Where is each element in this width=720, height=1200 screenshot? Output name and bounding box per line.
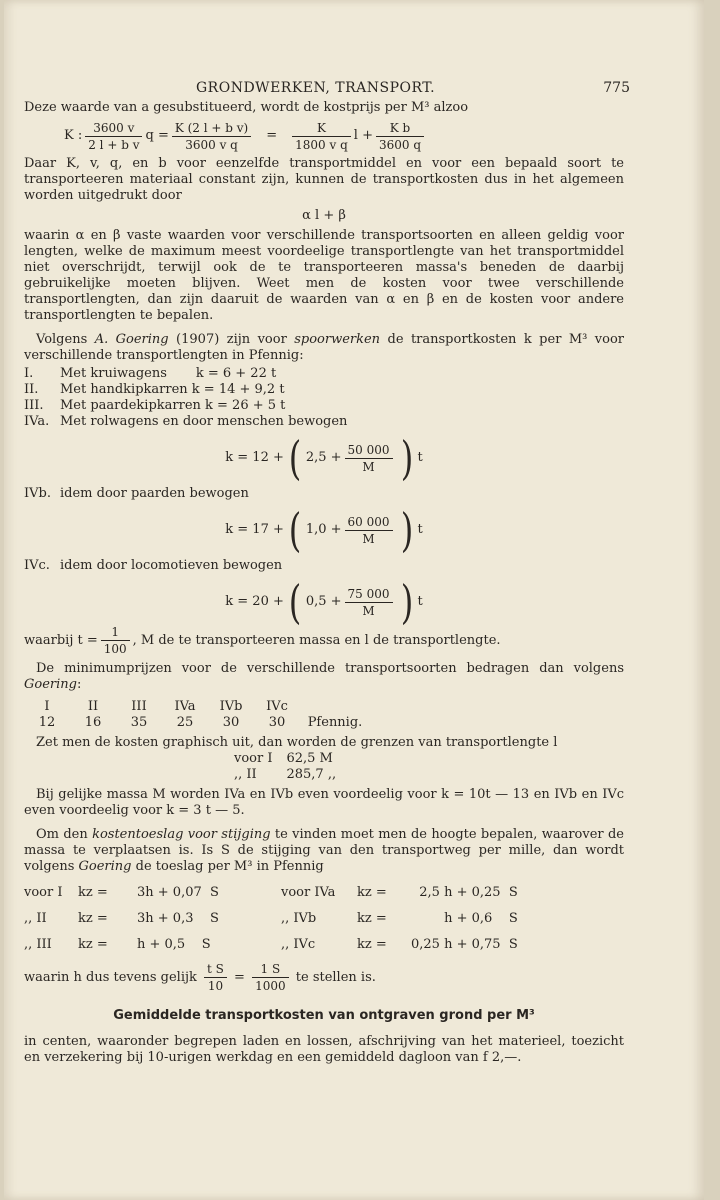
paragraph-om-den: Om den kostentoeslag voor stijging te vinden moet men de hoogte bepalen, waarover de massa te verplaatsen is. Is S de stijging van den transportweg per mille, dan wordt volgens Goering de toeslag per M³ in Pfennig — [24, 827, 625, 874]
fraction-1: $\frac{3600 v}{\text{2 l + b v}}$ — [85, 120, 142, 153]
formula-kostprijs — [24, 116, 624, 156]
page-header — [24, 70, 630, 96]
table-row: ,, II kz = 3h + 0,3 S ,, IVb kz = h + 0,6 S — [24, 911, 518, 926]
paragraph-volgens: Volgens A. Goering (1907) zijn voor spoorwerken de transportkosten k per M³ voor verschillende transportlengten in Pfennig: — [24, 332, 625, 363]
paragraph-daar: Daar K, v, q, en b voor eenzelfde transportmiddel en voor een bepaald soort te transporteeren materiaal constant zijn, kunnen de transportkosten dus in het algemeen worden uitgedrukt door — [24, 156, 624, 203]
list-item: I. Met kruiwagens k = 6 + 22 t — [24, 366, 277, 381]
paragraph-zet-men: Zet men de kosten graphisch uit, dan worden de grenzen van transportlengte l — [36, 735, 558, 750]
section-heading: Gemiddelde transportkosten van ontgraven grond per M³ — [113, 1008, 535, 1023]
equation-iva: k = 12 + ( 2,5 + $\frac{50 000}{M}$ ) t — [225, 431, 423, 485]
formula-equals: = — [266, 128, 278, 143]
paragraph-centen: in centen, waaronder begrepen laden en lossen, afschrijving van het materieel, toezicht en verzekering bij 10-urigen werkdag en een gemiddeld dagloon van f 2,—. — [24, 1034, 624, 1065]
list-item: IVa. Met rolwagens en door menschen bewogen — [24, 414, 348, 429]
table-row: I II III IVa IVb IVc — [44, 699, 288, 714]
formula-mid: l + — [353, 128, 373, 143]
paragraph-waarin-h: waarin h dus tevens gelijk $\frac{\text{t S}}{10}$ = $\frac{1 S}{1000}$ te stellen is. — [24, 962, 376, 993]
running-head: GRONDWERKEN, TRANSPORT. — [196, 80, 436, 96]
methods-table — [24, 366, 353, 430]
fraction-4: $\frac{\text{K b}}{3600 q}$ — [376, 120, 424, 153]
table-row: ,, II 285,7 ,, — [234, 767, 337, 782]
paragraph-waarin: waarin α en β vaste waarden voor verschillende transportsoorten en alleen geldig voor lengten, welke de maximum meest voordeelige transportlengte van het transportmiddel niet overschrijdt, terwijl ook de te transporteeren massa's beneden de daarbij gebruikelijke moeten blijven. Weet men de kosten voor twee verschillende transportlengten, dan zijn daaruit de waarden van α en β en de kosten voor andere transportlengten te bepalen. — [24, 228, 624, 323]
equation-ivb: k = 17 + ( 1,0 + $\frac{60 000}{M}$ ) t — [225, 503, 423, 557]
table-row: 12 16 35 25 30 30 Pfennig. — [38, 715, 363, 730]
paragraph-waarbij: waarbij t = $\frac{1}{100}$ , M de te transporteeren massa en l de transportlengte. — [24, 625, 501, 656]
prices-table — [24, 699, 370, 731]
intro-text: Deze waarde van a gesubstitueerd, wordt de kostprijs per M³ alzoo — [24, 100, 469, 115]
list-item: III. Met paardekipkarren k = 26 + 5 t — [24, 398, 286, 413]
table-row: voor I 62,5 M — [234, 751, 333, 766]
formula-q: q = — [145, 128, 169, 143]
ivc-row: IVc. idem door locomotieven bewogen — [24, 558, 283, 573]
grenzen-table — [234, 751, 342, 783]
formula-alpha-beta: α l + β — [302, 208, 346, 223]
paragraph-bij-gelijke: Bij gelijke massa M worden IVa en IVb even voordeelig voor k = 10t — 13 en IVb en IVc even voordeelig voor k = 3 t — 5. — [24, 787, 624, 818]
equation-ivc: k = 20 + ( 0,5 + $\frac{75 000}{M}$ ) t — [225, 575, 423, 629]
table-row: voor I kz = 3h + 0,07 S voor IVa kz = 2,5 h + 0,25 S — [24, 885, 518, 900]
fraction-3: $\frac{K}{\text{1800 v q}}$ — [292, 120, 351, 153]
paragraph-minimumprijzen: De minimumprijzen voor de verschillende transportsoorten bedragen dan volgens Goering: — [24, 661, 624, 692]
fraction-2: $\frac{\text{K (2 l + b v)}}{\text{3600 v q}}$ — [172, 120, 251, 153]
book-page — [4, 0, 704, 1200]
formula-k: K : — [64, 128, 83, 143]
page-number: 775 — [603, 80, 630, 96]
page-content — [24, 70, 630, 1066]
list-item: II. Met handkipkarren k = 14 + 9,2 t — [24, 382, 285, 397]
toeslag-table — [24, 883, 522, 961]
table-row: ,, III kz = h + 0,5 S ,, IVc kz = 0,25 h + 0,75 S — [24, 937, 518, 952]
ivb-row: IVb. idem door paarden bewogen — [24, 486, 249, 501]
